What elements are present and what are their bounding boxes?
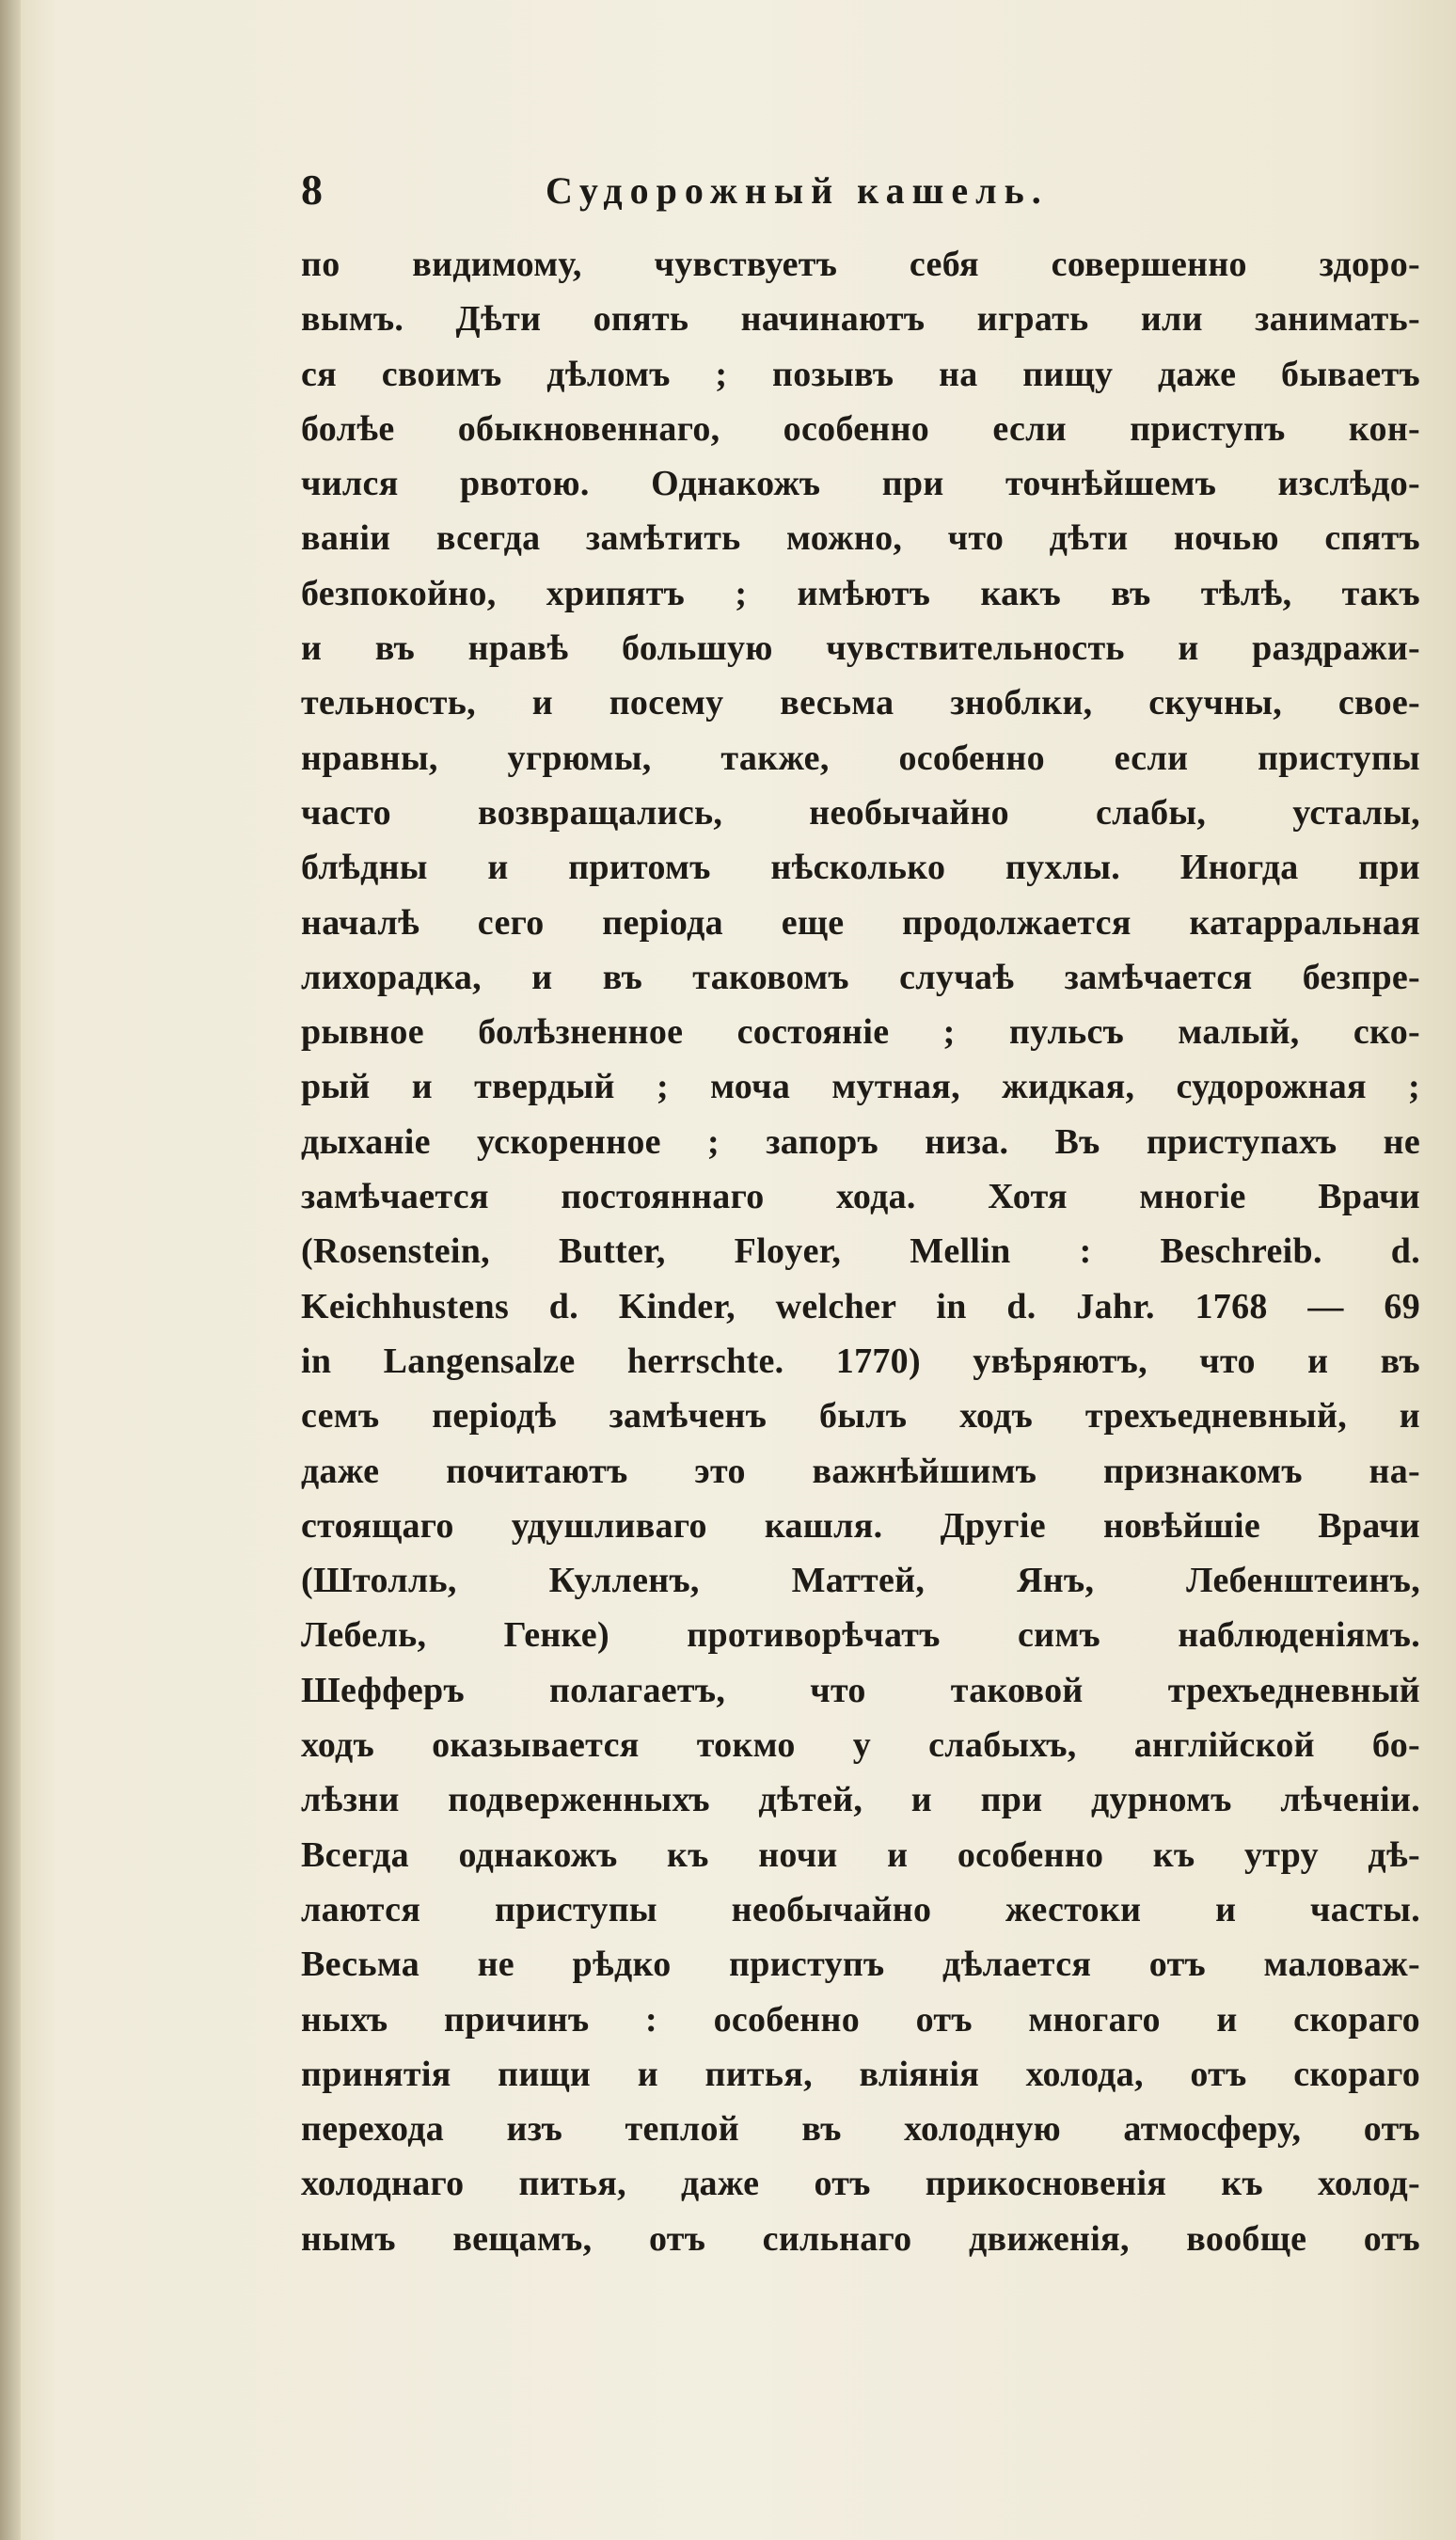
text-line: Лебель, Генке) противорѣчатъ симъ наблюденіямъ. <box>301 1615 1420 1656</box>
text-line: перехода изъ теплой въ холодную атмосферу, отъ <box>301 2109 1420 2150</box>
text-line: ныхъ причинъ : особенно отъ многаго и скораго <box>301 1999 1420 2040</box>
text-line: лѣзни подверженныхъ дѣтей, и при дурномъ лѣченіи. <box>301 1780 1420 1820</box>
text-line: in Langensalze herrschte. 1770) увѣряютъ, что и въ <box>301 1341 1420 1381</box>
text-line: нымъ вещамъ, отъ сильнаго движенія, вообще отъ <box>301 2218 1420 2259</box>
text-line: (Rosenstein, Butter, Floyer, Mellin : Beschreib. d. <box>301 1231 1420 1272</box>
running-head: Судорожный кашель. <box>546 169 1049 212</box>
text-line: по видимому, чувствуетъ себя совершенно здоро- <box>301 245 1420 284</box>
text-line: ся своимъ дѣломъ ; позывъ на пищу даже бываетъ <box>301 354 1420 394</box>
text-line: Весьма не рѣдко приступъ дѣлается отъ маловаж- <box>301 1945 1420 1985</box>
text-line: чился рвотою. Однакожъ при точнѣйшемъ изслѣдо- <box>301 464 1420 504</box>
page-number: 8 <box>301 166 323 214</box>
text-line: тельность, и посему весьма зноблки, скучны, свое- <box>301 683 1420 723</box>
text-line: ваніи всегда замѣтить можно, что дѣти ночью спятъ <box>301 518 1420 559</box>
text-line: блѣдны и притомъ нѣсколько пухлы. Иногда при <box>301 848 1420 888</box>
text-line: стоящаго удушливаго кашля. Другіе новѣйшіе Врачи <box>301 1505 1420 1546</box>
text-line: вымъ. Дѣти опять начинаютъ играть или занимать- <box>301 299 1420 340</box>
text-line: (Штолль, Кулленъ, Маттей, Янъ, Лебенштеинъ, <box>301 1561 1420 1601</box>
text-line: и въ нравѣ большую чувствительность и раздражи- <box>301 628 1420 669</box>
text-line: лихорадка, и въ таковомъ случаѣ замѣчается безпре- <box>301 957 1420 997</box>
text-line: дыханіе ускоренное ; запоръ низа. Въ приступахъ не <box>301 1121 1420 1162</box>
text-line: болѣе обыкновеннаго, особенно если приступъ кон- <box>301 408 1420 449</box>
page-header <box>301 165 1430 221</box>
text-line: ходъ оказывается токмо у слабыхъ, англійской бо- <box>301 1725 1420 1766</box>
text-line: замѣчается постояннаго хода. Хотя многіе Врачи <box>301 1177 1420 1217</box>
text-line: холоднаго питья, даже отъ прикосновенія къ холод- <box>301 2164 1420 2204</box>
text-line: даже почитаютъ это важнѣйшимъ признакомъ на- <box>301 1451 1420 1491</box>
text-line: Шефферъ полагаетъ, что таковой трехъедневный <box>301 1670 1420 1710</box>
text-line: Всегда однакожъ къ ночи и особенно къ утру дѣ- <box>301 1834 1420 1875</box>
text-line: Keichhustens d. Kinder, welcher in d. Jahr. 1768 — 69 <box>301 1286 1420 1326</box>
text-line: лаются приступы необычайно жестоки и часты. <box>301 1889 1420 1929</box>
text-line: рывное болѣзненное состояніе ; пульсъ малый, ско- <box>301 1012 1420 1053</box>
binding-shadow <box>0 0 21 2540</box>
body-text <box>301 237 1420 2266</box>
text-line: началѣ сего періода еще продолжается катарральная <box>301 902 1420 943</box>
text-line: рый и твердый ; моча мутная, жидкая, судорожная ; <box>301 1067 1420 1107</box>
text-line: нравны, угрюмы, также, особенно если приступы <box>301 738 1420 778</box>
text-line: часто возвращались, необычайно слабы, усталы, <box>301 792 1420 833</box>
text-line: семъ періодѣ замѣченъ былъ ходъ трехъедневный, и <box>301 1396 1420 1437</box>
text-line: безпокойно, хрипятъ ; имѣютъ какъ въ тѣлѣ, такъ <box>301 573 1420 613</box>
text-line: принятія пищи и питья, вліянія холода, отъ скораго <box>301 2054 1420 2094</box>
